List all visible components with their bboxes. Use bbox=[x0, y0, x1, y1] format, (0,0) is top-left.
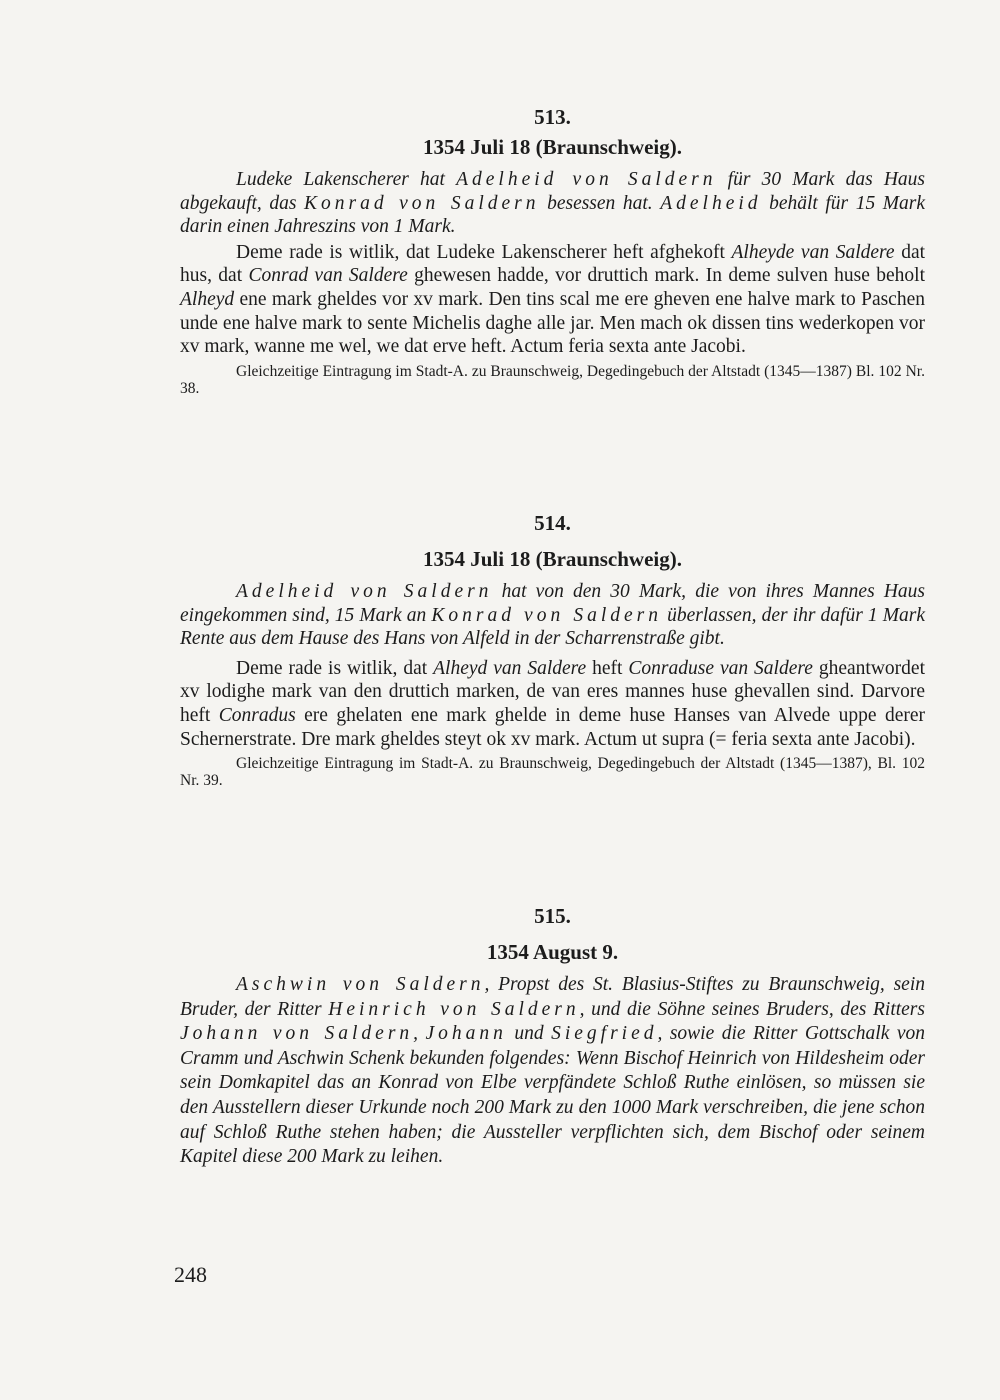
text-name: Conraduse van Saldere bbox=[628, 657, 813, 679]
text-part: heft bbox=[586, 657, 629, 679]
source-note: Gleichzeitige Eintragung im Stadt-A. zu Braunschweig, Degedingebuch der Altstadt (1345—1387) Bl. 102 Nr. 38. bbox=[180, 362, 925, 397]
text-part: ere ghelaten ene mark ghelde in deme huse Hanses van Alvede uppe derer Schernerstrate. Dre mark gheldes steyt ok xv mark. Actum ut supra (= feria sexta ante Jacobi). bbox=[180, 704, 925, 750]
regest-name: Heinrich von Saldern bbox=[328, 998, 580, 1020]
regest-part: hat von den 30 Mark, die von ihres Mannes Haus eingekommen sind, 15 Mark an bbox=[180, 581, 925, 626]
text-part: dat hus, dat bbox=[180, 241, 926, 287]
text-name: Alheyd van Saldere bbox=[433, 657, 587, 679]
text-name: Conradus bbox=[218, 704, 296, 726]
regest-part: behält für 15 Mark darin einen Jahreszins von 1 Mark. bbox=[180, 192, 925, 238]
regest-name: Adelheid von Saldern bbox=[456, 169, 717, 190]
text-name: Conrad van Saldere bbox=[248, 265, 408, 287]
regest-name: Johann von Saldern bbox=[180, 1023, 414, 1045]
regest-part: Ludeke Lakenscherer hat bbox=[236, 169, 457, 190]
regest bbox=[180, 168, 925, 239]
text-part: Deme rade is witlik, dat Ludeke Lakenscherer heft afghekoft bbox=[236, 241, 732, 263]
regest-part: , und die Söhne seines Bruders, des Ritters bbox=[579, 998, 925, 1020]
entry-date: 1354 Juli 18 (Braunschweig). bbox=[422, 547, 682, 571]
source-note: Gleichzeitige Eintragung im Stadt-A. zu Braunschweig, Degedingebuch der Altstadt (1345—1387), Bl. 102 Nr. 39. bbox=[180, 755, 925, 790]
text-name: Alheyde van Saldere bbox=[731, 241, 895, 263]
entry-number: 515. bbox=[534, 904, 571, 928]
entry-number: 514. bbox=[534, 511, 571, 535]
text-name: Alheyd bbox=[180, 288, 235, 310]
regest-part: , bbox=[413, 1023, 426, 1045]
page-number: 248 bbox=[174, 1262, 207, 1287]
entry-513 bbox=[180, 104, 925, 397]
regest bbox=[180, 580, 925, 651]
regest-part: überlassen, der ihr dafür 1 Mark Rente aus dem Hause des Hans von Alfeld in der Scharrenstraße gibt. bbox=[180, 604, 925, 650]
entry-date: 1354 August 9. bbox=[486, 940, 619, 964]
entry-515 bbox=[180, 903, 925, 1170]
regest-name: Adelheid von Saldern bbox=[236, 581, 493, 602]
regest-part: und bbox=[506, 1023, 552, 1045]
regest-name: Adelheid bbox=[660, 192, 762, 214]
text-part: Deme rade is witlik, dat bbox=[236, 657, 434, 679]
regest-name: Konrad von Saldern bbox=[303, 192, 540, 214]
regest-name: Johann bbox=[425, 1023, 507, 1045]
text-part: gheantwordet xv lodighe mark van den druttich marken, de van eres mannes huse ghevallen sind. Darvore heft bbox=[180, 657, 925, 726]
entry-514 bbox=[180, 510, 925, 789]
regest-name: Aschwin von Saldern bbox=[236, 974, 485, 995]
entry-date: 1354 Juli 18 (Braunschweig). bbox=[422, 135, 682, 159]
regest-name: Konrad von Saldern bbox=[431, 604, 662, 626]
regest-part: , Propst des St. Blasius-Stiftes zu Braunschweig, sein Bruder, der Ritter bbox=[180, 974, 925, 1020]
regest bbox=[180, 973, 925, 1170]
entry-number: 513. bbox=[534, 105, 571, 129]
regest-part: besessen hat. bbox=[539, 192, 661, 214]
document-text bbox=[180, 657, 925, 751]
document-text bbox=[180, 241, 925, 359]
regest-part: , sowie die Ritter Gottschalk von Cramm und Aschwin Schenk bekunden folgendes: Wenn Bischof Heinrich von Hildesheim oder sein Domkapitel das an Konrad von Elbe verpfändete Schloß Ruthe einlösen, so müssen sie den Ausstellern dieser Urkunde noch 200 Mark zu den 1000 Mark verschreiben, die jene schon auf Schloß Ruthe stehen haben; die Aussteller verpflichten sich, dem Bischof oder seinem Kapitel diese 200 Mark zu leihen. bbox=[180, 1023, 925, 1168]
regest-part: für 30 Mark das Haus abgekauft, das bbox=[180, 169, 926, 214]
text-part: ene mark gheldes vor xv mark. Den tins scal me ere gheven ene halve mark to Paschen unde ene halve mark to sente Michelis daghe alle jar. Men mach ok dissen tins wederkopen vor xv mark, wanne me wel, we dat erve heft. Actum feria sexta ante Jacobi. bbox=[180, 288, 925, 358]
regest-name: Siegfried bbox=[551, 1023, 658, 1045]
text-part: ghewesen hadde, vor druttich mark. In deme sulven huse beholt bbox=[407, 265, 926, 287]
